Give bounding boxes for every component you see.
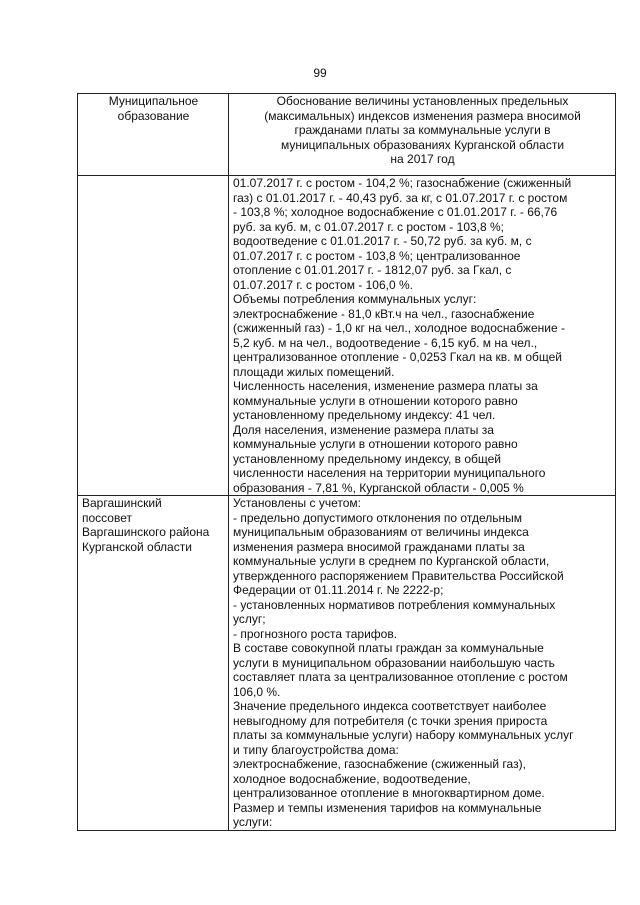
text-line: установленному предельному индексу: 41 чел.: [233, 408, 496, 422]
text-line: электроснабжение, газоснабжение (сжиженный газ),: [233, 757, 526, 771]
text-line: услуги в муниципальном образовании наибольшую часть: [233, 655, 555, 670]
text-line: Размер и темпы изменения тарифов на коммунальные: [233, 800, 542, 815]
justification-cell: [229, 176, 616, 496]
text-line: муниципальным образованиям от величины индекса: [233, 525, 529, 539]
municipality-line: поссовет: [82, 510, 132, 525]
text-line: площади жилых помещений.: [233, 364, 395, 379]
header-municipality: [78, 94, 229, 176]
text-line: электроснабжение - 81,0 кВт.ч на чел., газоснабжение: [233, 306, 535, 321]
text-line: Объемы потребления коммунальных услуг:: [233, 292, 477, 306]
text-line: коммунальные услуги в отношении которого равно: [233, 437, 518, 451]
text-line: Значение предельного индекса соответствует наиболее: [233, 699, 547, 713]
text-line: платы за коммунальные услуги) набору коммунальных услуг: [233, 728, 574, 742]
municipality-line: Варгашинского района: [82, 525, 210, 539]
page-number: 99: [313, 66, 327, 80]
text-line: газ) с 01.01.2017 г. - 40,43 руб. за кг, с 01.07.2017 г. с ростом: [233, 190, 568, 205]
text-line: и типу благоустройства дома:: [233, 742, 399, 757]
text-line: Доля населения, изменение размера платы за: [233, 422, 494, 437]
text-line: - прогнозного роста тарифов.: [233, 626, 398, 641]
text-line: - установленных нормативов потребления коммунальных: [233, 597, 556, 612]
text-line: коммунальные услуги в отношении которого равно: [233, 393, 518, 408]
text-line: образования - 7,81 %, Курганской области - 0,005 %: [233, 480, 524, 495]
text-line: 01.07.2017 г. с ростом - 106,0 %.: [233, 277, 413, 292]
header-justification-line: гражданами платы за коммунальные услуги в: [294, 123, 551, 137]
header-justification-line: (максимальных) индексов изменения размера вносимой: [264, 108, 581, 123]
table-header-row: [78, 94, 616, 176]
header-justification: [229, 94, 616, 176]
text-line: централизованное отопление в многоквартирном доме.: [233, 786, 545, 800]
text-line: - предельно допустимого отклонения по отдельным: [233, 510, 522, 525]
text-line: отопление с 01.01.2017 г. - 1812,07 руб. за Гкал, с: [233, 263, 512, 277]
header-municipality-line: образование: [117, 108, 190, 123]
text-line: - 103,8 %; холодное водоснабжение с 01.01.2017 г. - 66,76: [233, 205, 558, 219]
text-line: централизованное отопление - 0,0253 Гкал на кв. м общей: [233, 350, 562, 364]
header-municipality-line: Муниципальное: [108, 94, 199, 108]
municipality-line: Курганской области: [82, 539, 192, 554]
text-line: численности населения на территории муниципального: [233, 466, 546, 480]
text-line: составляет плата за централизованное отопление с ростом: [233, 670, 568, 684]
text-line: В составе совокупной платы граждан за коммунальные: [233, 641, 544, 655]
text-line: утвержденного распоряжением Правительства Российской: [233, 568, 564, 583]
text-line: услуг;: [233, 612, 266, 626]
text-line: Федерации от 01.11.2014 г. № 2222-р;: [233, 583, 444, 597]
text-line: установленному предельному индексу, в общей: [233, 451, 501, 466]
text-line: услуги:: [233, 815, 273, 829]
table-row: [78, 176, 616, 496]
text-line: 5,2 куб. м на чел., водоотведение - 6,15 куб. м на чел.,: [233, 335, 538, 350]
text-line: коммунальные услуги в среднем по Курганской области,: [233, 554, 550, 568]
text-line: водоотведение с 01.01.2017 г. - 50,72 руб. за куб. м, с: [233, 234, 532, 248]
municipality-cell: [78, 496, 229, 831]
text-line: руб. за куб. м, с 01.07.2017 г. с ростом - 103,8 %;: [233, 219, 505, 234]
text-line: холодное водоснабжение, водоотведение,: [233, 771, 471, 786]
text-line: (сжиженный газ) - 1,0 кг на чел., холодное водоснабжение -: [233, 321, 565, 335]
text-line: невыгодному для потребителя (с точки зрения прироста: [233, 713, 548, 728]
header-justification-line: на 2017 год: [390, 152, 455, 166]
justification-table: [77, 93, 616, 831]
text-line: 01.07.2017 г. с ростом - 104,2 %; газоснабжение (сжиженный: [233, 176, 572, 190]
text-line: изменения размера вносимой гражданами платы за: [233, 539, 525, 554]
text-line: Установлены с учетом:: [233, 496, 361, 510]
municipality-cell-empty: [78, 176, 229, 496]
text-line: Численность населения, изменение размера платы за: [233, 379, 538, 393]
justification-cell: [229, 496, 616, 831]
header-justification-line: муниципальных образованиях Курганской области: [280, 137, 565, 152]
municipality-line: Варгашинский: [82, 496, 162, 510]
header-justification-line: Обоснование величины установленных предельных: [276, 94, 569, 108]
table-row: [78, 496, 616, 831]
text-line: 106,0 %.: [233, 684, 281, 699]
text-line: 01.07.2017 г. с ростом - 103,8 %; централизованное: [233, 248, 521, 263]
